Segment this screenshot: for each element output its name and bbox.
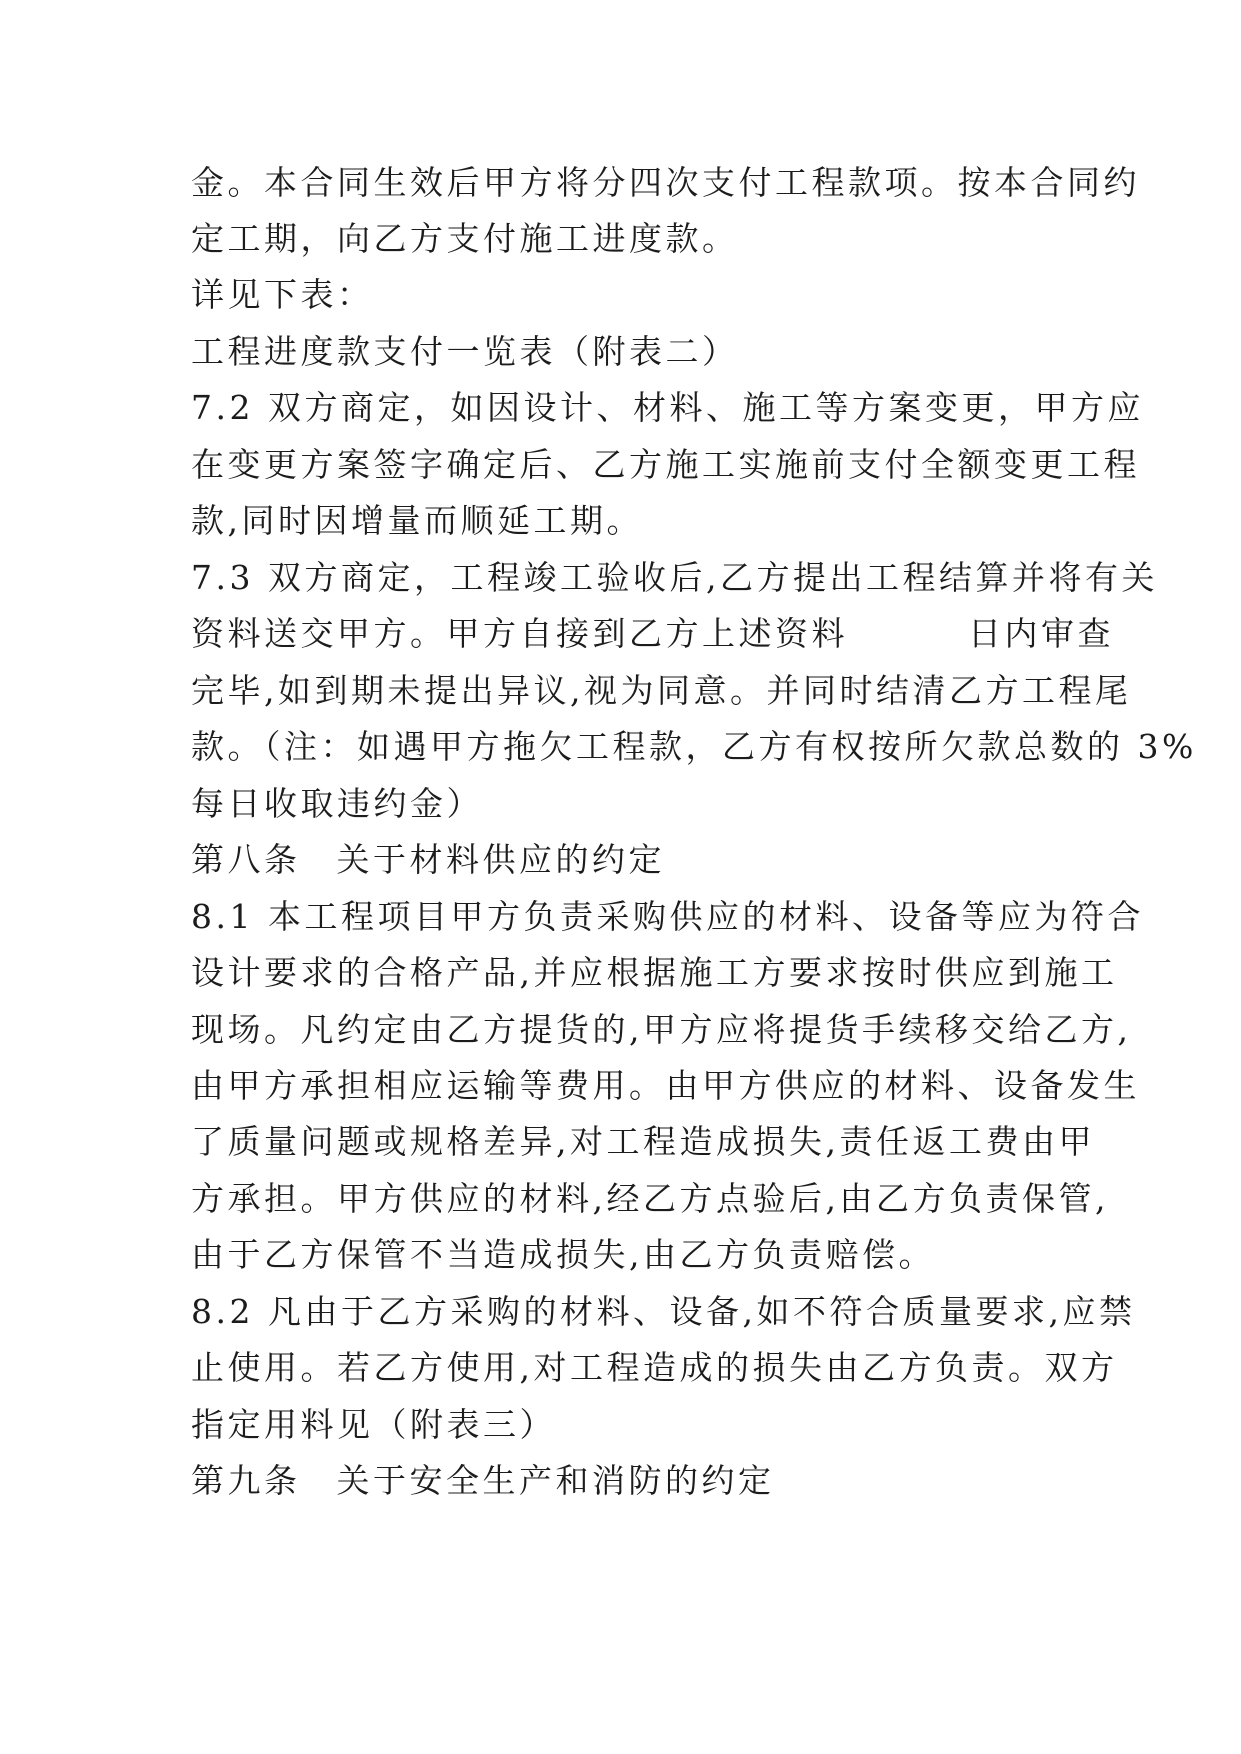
text-line <box>191 614 1114 654</box>
text-line: 定工期，向乙方支付施工进度款。 <box>191 219 739 258</box>
text-line: 8.1 本工程项目甲方负责采购供应的材料、设备等应为符合 <box>191 897 1144 936</box>
section-heading <box>191 1461 775 1501</box>
text-segment: 日内审查 <box>968 614 1114 653</box>
text-line: 由甲方承担相应运输等费用。由甲方供应的材料、设备发生 <box>191 1066 1140 1105</box>
text-line: 工程进度款支付一览表（附表二） <box>191 332 739 371</box>
text-line: 完毕,如到期未提出异议,视为同意。并同时结清乙方工程尾 <box>191 671 1132 710</box>
article-number: 第九条 <box>191 1461 301 1500</box>
text-line: 现场。凡约定由乙方提货的,甲方应将提货手续移交给乙方, <box>191 1010 1132 1049</box>
section-heading <box>191 840 665 880</box>
text-line: 8.2 凡由于乙方采购的材料、设备,如不符合质量要求,应禁 <box>191 1292 1136 1331</box>
article-title: 关于安全生产和消防的约定 <box>336 1461 775 1500</box>
text-line: 款。（注：如遇甲方拖欠工程款，乙方有权按所欠款总数的 3% <box>191 727 1197 766</box>
article-number: 第八条 <box>191 840 301 879</box>
text-line: 指定用料见（附表三） <box>191 1405 556 1444</box>
text-line: 每日收取违约金） <box>191 784 483 823</box>
text-line: 设计要求的合格产品,并应根据施工方要求按时供应到施工 <box>191 953 1118 992</box>
text-line: 详见下表： <box>191 275 374 314</box>
text-line: 方承担。甲方供应的材料,经乙方点验后,由乙方负责保管, <box>191 1179 1109 1218</box>
text-line: 7.2 双方商定，如因设计、材料、施工等方案变更，甲方应 <box>191 388 1144 427</box>
article-title: 关于材料供应的约定 <box>336 840 665 879</box>
text-line: 7.3 双方商定，工程竣工验收后,乙方提出工程结算并将有关 <box>191 558 1158 597</box>
text-line: 金。本合同生效后甲方将分四次支付工程款项。按本合同约 <box>191 163 1140 202</box>
text-line: 在变更方案签字确定后、乙方施工实施前支付全额变更工程 <box>191 445 1140 484</box>
text-line: 由于乙方保管不当造成损失,由乙方负责赔偿。 <box>191 1235 935 1274</box>
text-line: 款,同时因增量而顺延工期。 <box>191 501 643 540</box>
text-segment: 资料送交甲方。甲方自接到乙方上述资料 <box>191 614 848 653</box>
text-line: 了质量问题或规格差异,对工程造成损失,责任返工费由甲 <box>191 1122 1095 1161</box>
text-line: 止使用。若乙方使用,对工程造成的损失由乙方负责。双方 <box>191 1348 1118 1387</box>
